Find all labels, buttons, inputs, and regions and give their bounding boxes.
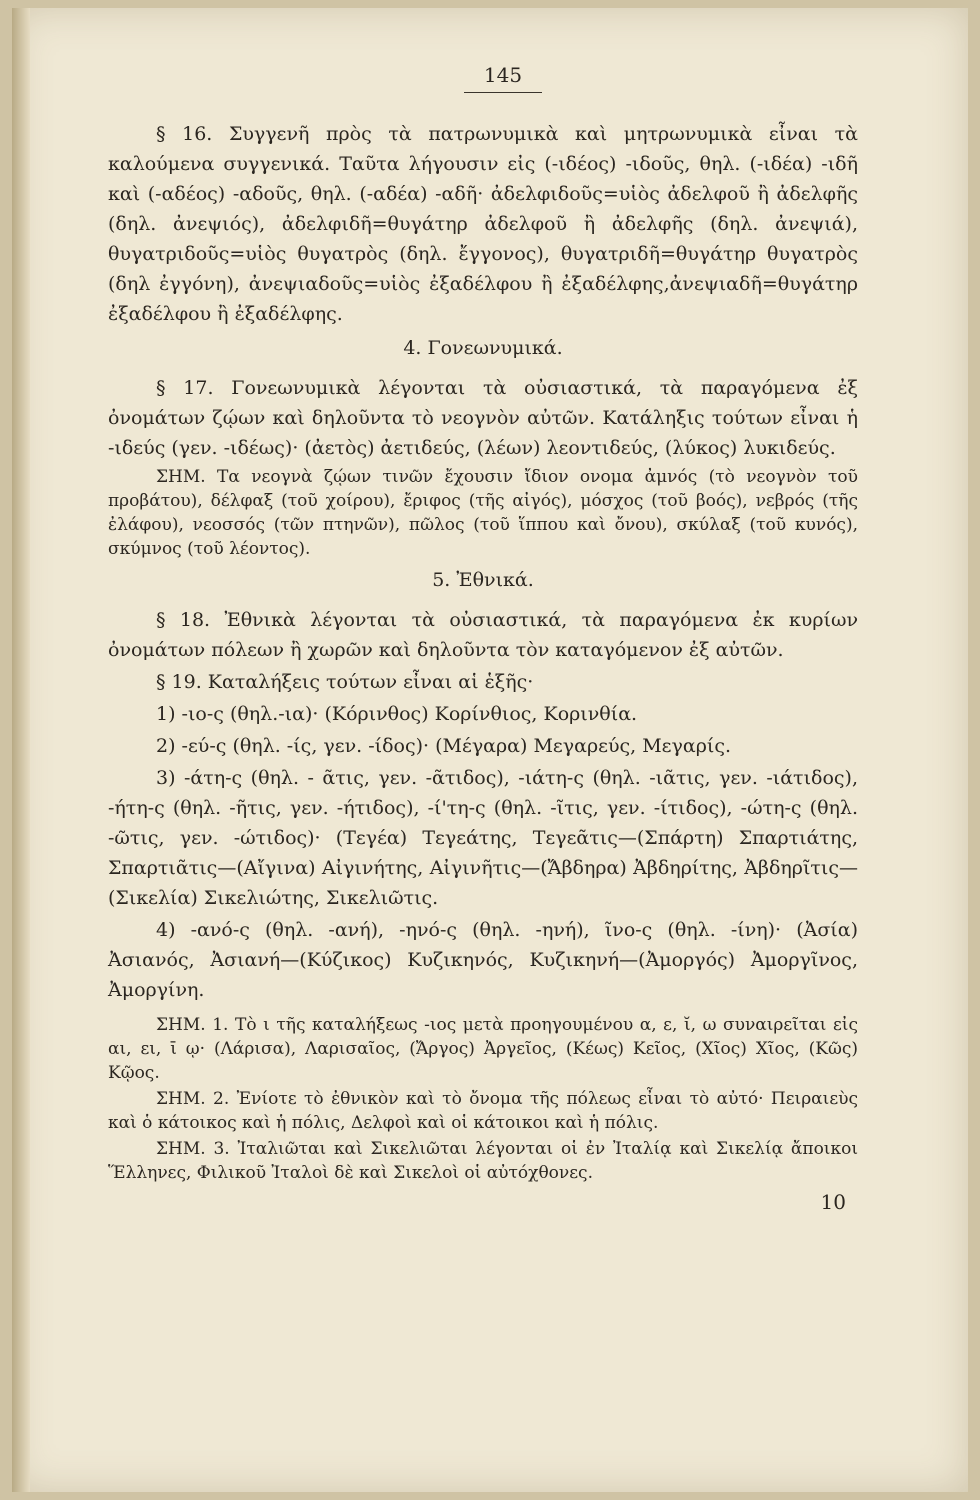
- heading-4: 4. Γονεωνυμικά.: [403, 337, 563, 359]
- page-number-bottom: 10: [820, 1190, 846, 1214]
- note-2: ΣΗΜ. 2. Ἐνίοτε τὸ ἐθνικὸν καὶ τὸ ὄνομα τῆς πόλεως εἶναι τὸ αὐτό· Πειραιεὺς καὶ ὁ κάτοικος καὶ ἡ πόλις, Δελφοὶ καὶ οἱ κάτοικοι καὶ ἡ πόλις.: [108, 1089, 858, 1133]
- notes-block: [108, 1013, 858, 1185]
- page-number-top: [128, 60, 878, 93]
- book-page: [12, 8, 968, 1492]
- section-19-item-1: 1) -ιο-ς (θηλ.-ια)· (Κόρινθος) Κορίνθιος, Κορινθία.: [156, 703, 638, 725]
- page-number-top-text: 145: [464, 60, 542, 93]
- section-16: § 16. Συγγενῆ πρὸς τὰ πατρωνυμικὰ καὶ μητρωνυμικὰ εἶναι τὰ καλούμενα συγγενικά. Ταῦτα λήγουσιν εἰς (-ιδέος) -ιδοῦς, θηλ. (-ιδέα) -ιδῆ καὶ (-αδέος) -αδοῦς, θηλ. (-αδέα) -αδῆ· ἀδελφιδοῦς=υἱὸς ἀδελφοῦ ἢ ἀδελφῆς (δηλ. ἀνεψιός), ἀδελφιδῆ=θυγάτηρ ἀδελφοῦ ἢ ἀδελφῆς (δηλ. ἀνεψιά), θυγατριδοῦς=υἱὸς θυγατρὸς (δηλ. ἔγγονος), θυγατριδῆ=θυγάτηρ θυγατρὸς (δηλ ἐγγόνη), ἀνεψιαδοῦς=υἱὸς ἐξαδέλφου ἢ ἐξαδέλφης,ἀνεψιαδῆ=θυγάτηρ ἐξαδέλφου ἢ ἐξαδέλφης.: [108, 123, 858, 325]
- section-17: § 17. Γονεωνυμικὰ λέγονται τὰ οὐσιαστικά, τὰ παραγόμενα ἐξ ὀνομάτων ζῴων καὶ δηλοῦντα τὸ νεογνὸν αὐτῶν. Κατάληξις τούτων εἶναι ἡ -ιδεύς (γεν. -ιδέως)· (ἀετὸς) ἀετιδεύς, (λέων) λεοντιδεύς, (λύκος) λυκιδεύς.: [108, 377, 858, 459]
- section-19-intro: § 19. Καταλήξεις τούτων εἶναι αἱ ἑξῆς·: [156, 671, 534, 693]
- section-19-item-3: 3) -άτη-ς (θηλ. - ᾶτις, γεν. -ᾶτιδος), -ιάτη-ς (θηλ. -ιᾶτις, γεν. -ιάτιδος), -ήτη-ς (θηλ. -ῆτις, γεν. -ήτιδος), -ί'τη-ς (θηλ. -ῖτις, γεν. -ίτιδος), -ώτη-ς (θηλ. -ῶτις, γεν. -ώτιδος)· (Τεγέα) Τεγεάτης, Τεγεᾶτις—(Σπάρτη) Σπαρτιάτης, Σπαρτιᾶτις—(Αἴγινα) Αἰγινήτης, Αἰγινῆτις—(Ἄβδηρα) Ἀβδηρίτης, Ἀβδηρῖτις—(Σικελία) Σικελιώτης, Σικελιῶτις.: [108, 767, 858, 909]
- page-content: [108, 60, 858, 1217]
- note-3: ΣΗΜ. 3. Ἰταλιῶται καὶ Σικελιῶται λέγονται οἱ ἐν Ἰταλίᾳ καὶ Σικελίᾳ ἄποικοι Ἕλληνες, Φιλικοῦ Ἰταλοὶ δὲ καὶ Σικελοὶ οἱ αὐτόχθονες.: [108, 1139, 858, 1183]
- section-18: § 18. Ἐθνικὰ λέγονται τὰ οὐσιαστικά, τὰ παραγόμενα ἐκ κυρίων ὀνομάτων πόλεων ἢ χωρῶν καὶ δηλοῦντα τὸν καταγόμενον ἐξ αὐτῶν.: [108, 609, 858, 661]
- section-19-item-2: 2) -εύ-ς (θηλ. -ίς, γεν. -ίδος)· (Μέγαρα) Μεγαρεύς, Μεγαρίς.: [156, 735, 732, 757]
- note-1: ΣΗΜ. 1. Τὸ ι τῆς καταλήξεως -ιος μετὰ προηγουμένου α, ε, ῐ, ω συναιρεῖται εἰς αι, ει, ῑ ῳ· (Λάρισα), Λαρισαῖος, (Ἄργος) Ἀργεῖος, (Κέως) Κεῖος, (Χῖος) Χῖος, (Κῶς) Κῷος.: [108, 1015, 858, 1083]
- note-17: ΣΗΜ. Τα νεογνὰ ζῴων τινῶν ἔχουσιν ἴδιον ονομα ἀμνός (τὸ νεογνὸν τοῦ προβάτου), δέλφαξ (τοῦ χοίρου), ἔριφος (τῆς αἰγός), μόσχος (τοῦ βοός), νεβρός (τῆς ἐλάφου), νεοσσός (τῶν πτηνῶν), πῶλος (τοῦ ἵππου καὶ ὄνου), σκύλαξ (τοῦ κυνός), σκύμνος (τοῦ λέοντος).: [108, 467, 858, 559]
- section-19-item-4: 4) -ανό-ς (θηλ. -ανή), -ηνό-ς (θηλ. -ηνή), ῖνο-ς (θηλ. -ίνη)· (Ἀσία) Ἀσιανός, Ἀσιανή—(Κύζικος) Κυζικηνός, Κυζικηνή—(Ἀμοργός) Ἀμοργῖνος, Ἀμοργίνη.: [108, 919, 858, 1001]
- heading-5: 5. Ἐθνικά.: [432, 569, 534, 591]
- page-binding-edge: [12, 8, 30, 1492]
